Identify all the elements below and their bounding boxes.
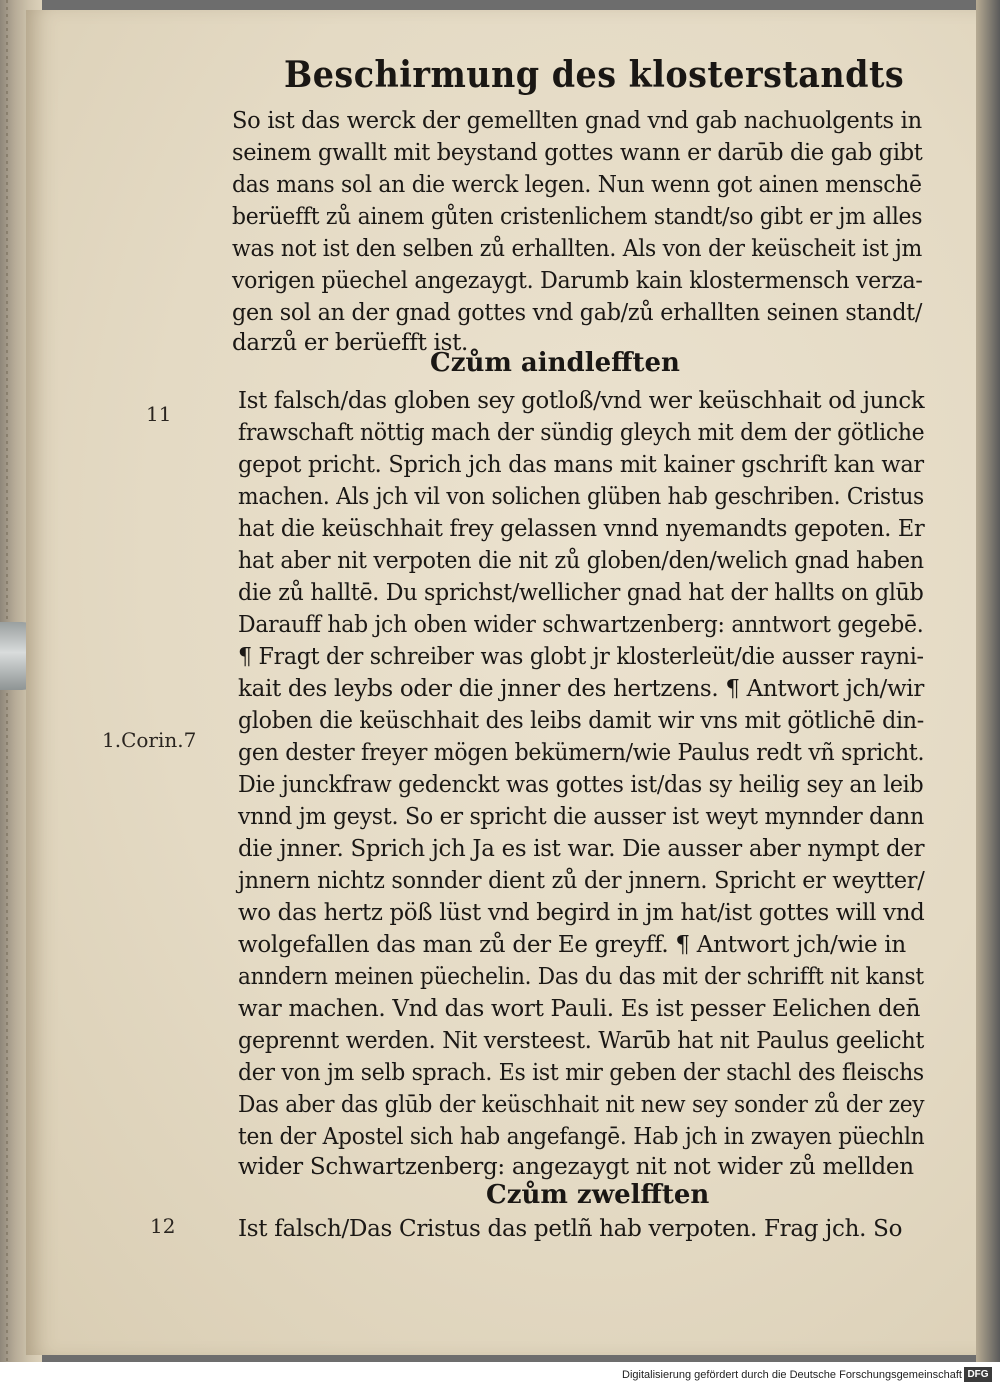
page-right-edge xyxy=(976,0,1000,1362)
text-line: Die junckfraw gedenckt was gottes ist/das sy heilig sey an leib xyxy=(238,772,924,798)
text-line: war machen. Vnd das wort Pauli. Es ist pesser Eelichen den̄ xyxy=(238,996,921,1022)
text-line: Ist falsch/das globen sey gotloß/vnd wer keüschhait od junck xyxy=(238,388,925,414)
text-line: vorigen püechel angezaygt. Darumb kain klostermensch verza- xyxy=(232,268,923,294)
text-line: gepot pricht. Sprich jch das mans mit kainer gschrift kan war xyxy=(238,452,924,478)
text-line: wo das hertz pöß lüst vnd begird in jm hat/ist gottes will vnd xyxy=(238,900,925,926)
text-line: ¶ Fragt der schreiber was globt jr klosterleüt/die ausser rayni- xyxy=(238,644,924,670)
text-line: machen. Als jch vil von solichen glüben hab geschriben. Cristus xyxy=(238,484,924,510)
text-line: hat aber nit verpoten die nit zů globen/den/welich gnad haben xyxy=(238,548,924,574)
text-line: wolgefallen das man zů der Ee greyff. ¶ Antwort jch/wie in xyxy=(238,932,906,958)
text-line: die zů halltē. Du sprichst/wellicher gnad hat der hallts on glūb xyxy=(238,580,924,606)
dfg-logo: DFG xyxy=(964,1367,992,1382)
text-line: das mans sol an die werck legen. Nun wenn got ainen menschē xyxy=(232,172,922,198)
text-line: gen dester freyer mögen bekümern/wie Paulus redt vñ spricht. xyxy=(238,740,925,766)
text-line: ten der Apostel sich hab angefangē. Hab jch in zwayen püechln xyxy=(238,1124,925,1150)
running-heading: Beschirmung des klosterstandts xyxy=(284,54,905,96)
text-line: frawschaft nöttig mach der sündig gleych mit dem der götliche xyxy=(238,420,925,446)
funding-credit: Digitalisierung gefördert durch die Deutsche Forschungsgemeinschaft xyxy=(622,1369,962,1381)
text-line: kait des leybs oder die jnner des hertzens. ¶ Antwort jch/wir xyxy=(238,676,924,702)
text-line: gen sol an der gnad gottes vnd gab/zů erhallten seinen standt/ xyxy=(232,300,923,326)
text-line: hat die keüschhait frey gelassen vnnd nyemandts gepoten. Er xyxy=(238,516,925,542)
text-line: jnnern nichtz sonnder dient zů der jnnern. Spricht er weytter/ xyxy=(238,868,925,894)
section-heading-12: Czům zwelfften xyxy=(486,1180,710,1210)
text-line: was not ist den selben zů erhallten. Als von der keüscheit ist jm xyxy=(232,236,922,262)
text-line: Das aber das glūb der keüschhait nit new sey sonder zů der zey xyxy=(238,1092,925,1118)
text-line: geprennt werden. Nit versteest. Warūb hat nit Paulus geelicht xyxy=(238,1028,925,1054)
text-line: die jnner. Sprich jch Ja es ist war. Die ausser aber nympt der xyxy=(238,836,925,862)
text-line: vnnd jm geyst. So er spricht die ausser ist weyt mynnder dann xyxy=(238,804,924,830)
text-line: der von jm selb sprach. Es ist mir geben der stachl des fleischs xyxy=(238,1060,924,1086)
text-line: globen die keüschhait des leibs damit wir vns mit götlichē din- xyxy=(238,708,924,734)
section-heading-11: Czům aindlefften xyxy=(430,348,680,378)
text-line: wider Schwartzenberg: angezaygt nit not wider zů mellden xyxy=(238,1154,914,1180)
text-line: anndern meinen püechelin. Das du das mit der schrifft nit kanst xyxy=(238,964,924,990)
text-line: seinem gwallt mit beystand gottes wann er darūb die gab gibt xyxy=(232,140,923,166)
text-line: Darauff hab jch oben wider schwartzenberg: anntwort gegebē. xyxy=(238,612,924,638)
text-line: darzů er berüefft ist. xyxy=(232,330,469,356)
margin-reference: 1.Corin.7 xyxy=(102,728,197,752)
margin-number-11: 11 xyxy=(146,402,172,426)
text-line: So ist das werck der gemellten gnad vnd gab nachuolgents in xyxy=(232,108,922,134)
text-line: Ist falsch/Das Cristus das petlñ hab verpoten. Frag jch. So xyxy=(238,1216,903,1242)
margin-number-12: 12 xyxy=(150,1214,176,1238)
text-line: berüefft zů ainem gůten cristenlichem standt/so gibt er jm alles xyxy=(232,204,923,230)
